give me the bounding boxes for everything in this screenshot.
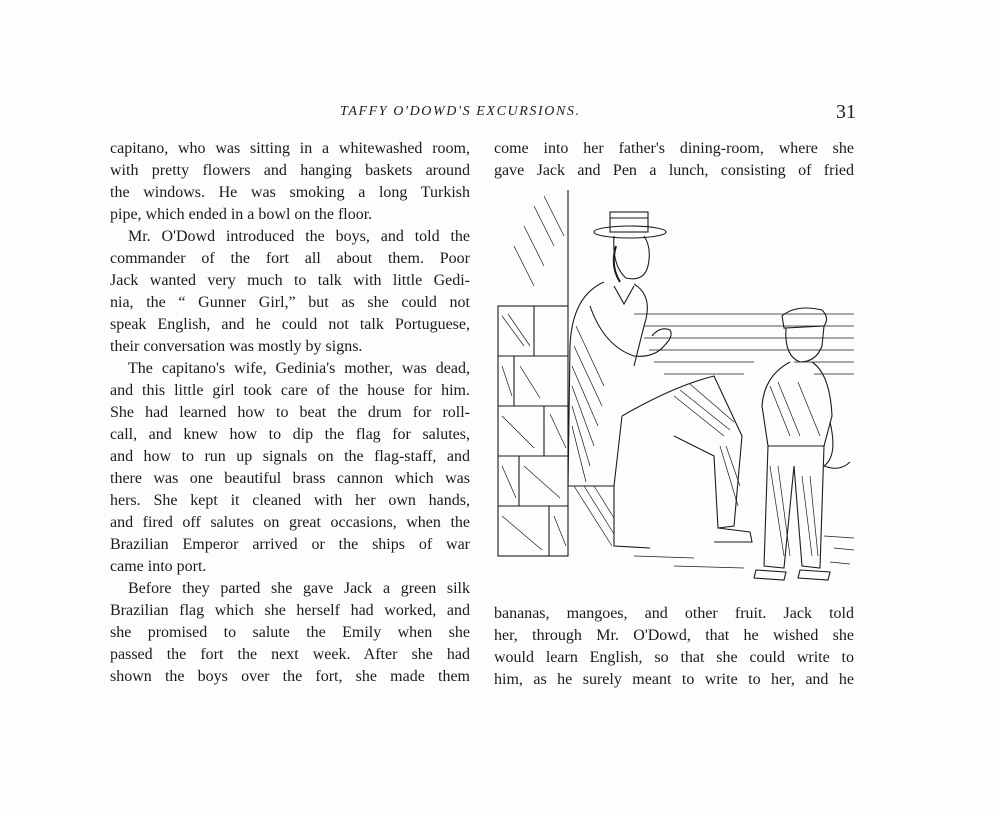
right-column-bottom <box>494 603 854 691</box>
text-line: call, and knew how to dip the flag for salutes, <box>110 426 470 443</box>
text-line: there was one beautiful brass cannon which was <box>110 470 470 487</box>
text-line: him, as he surely meant to write to her, and he <box>494 671 854 688</box>
text-line: gave Jack and Pen a lunch, consisting of fried <box>494 162 854 179</box>
text-line: with pretty flowers and hanging baskets around <box>110 162 470 179</box>
text-line: and how to run up signals on the flag-staff, and <box>110 448 470 465</box>
text-line: the windows. He was smoking a long Turkish <box>110 184 470 201</box>
text-line: her, through Mr. O'Dowd, that he wished she <box>494 627 854 644</box>
seated-man-icon <box>568 212 752 548</box>
text-line: capitano, who was sitting in a whitewashed room, <box>110 140 470 157</box>
engraving-man-and-boy-icon <box>494 186 856 594</box>
page-number: 31 <box>836 101 856 123</box>
text-line: and this little girl took care of the house for him. <box>110 382 470 399</box>
text-line: Before they parted she gave Jack a green silk <box>128 580 470 597</box>
text-line: would learn English, so that she could write to <box>494 649 854 666</box>
sea-icon <box>634 314 854 374</box>
text-line: Jack wanted very much to talk with little Gedi- <box>110 272 470 289</box>
text-line: Brazilian flag which she herself had worked, and <box>110 602 470 619</box>
text-line: came into port. <box>110 558 207 575</box>
text-line: shown the boys over the fort, she made them <box>110 668 470 685</box>
stone-wall-icon <box>498 190 568 556</box>
right-column-top <box>494 138 854 182</box>
text-line: commander of the fort all about them. Poor <box>110 250 470 267</box>
text-line: The capitano's wife, Gedinia's mother, was dead, <box>128 360 470 377</box>
text-line: She had learned how to beat the drum for roll- <box>110 404 470 421</box>
left-column <box>110 138 470 688</box>
text-line: their conversation was mostly by signs. <box>110 338 363 355</box>
text-line: pipe, which ended in a bowl on the floor. <box>110 206 373 223</box>
running-title: TAFFY O'DOWD'S EXCURSIONS. <box>340 104 581 119</box>
standing-boy-icon <box>754 308 850 580</box>
text-line: Brazilian Emperor arrived or the ships of war <box>110 536 470 553</box>
text-line: nia, the “ Gunner Girl,” but as she could not <box>110 294 470 311</box>
text-line: bananas, mangoes, and other fruit. Jack told <box>494 605 854 622</box>
text-line: come into her father's dining-room, where she <box>494 140 854 157</box>
text-line: hers. She kept it cleaned with her own hands, <box>110 492 470 509</box>
text-line: she promised to salute the Emily when she <box>110 624 470 641</box>
text-line: Mr. O'Dowd introduced the boys, and told the <box>128 228 470 245</box>
text-line: speak English, and he could not talk Portuguese, <box>110 316 470 333</box>
text-line: passed the fort the next week. After she had <box>110 646 470 663</box>
text-line: and fired off salutes on great occasions, when the <box>110 514 470 531</box>
